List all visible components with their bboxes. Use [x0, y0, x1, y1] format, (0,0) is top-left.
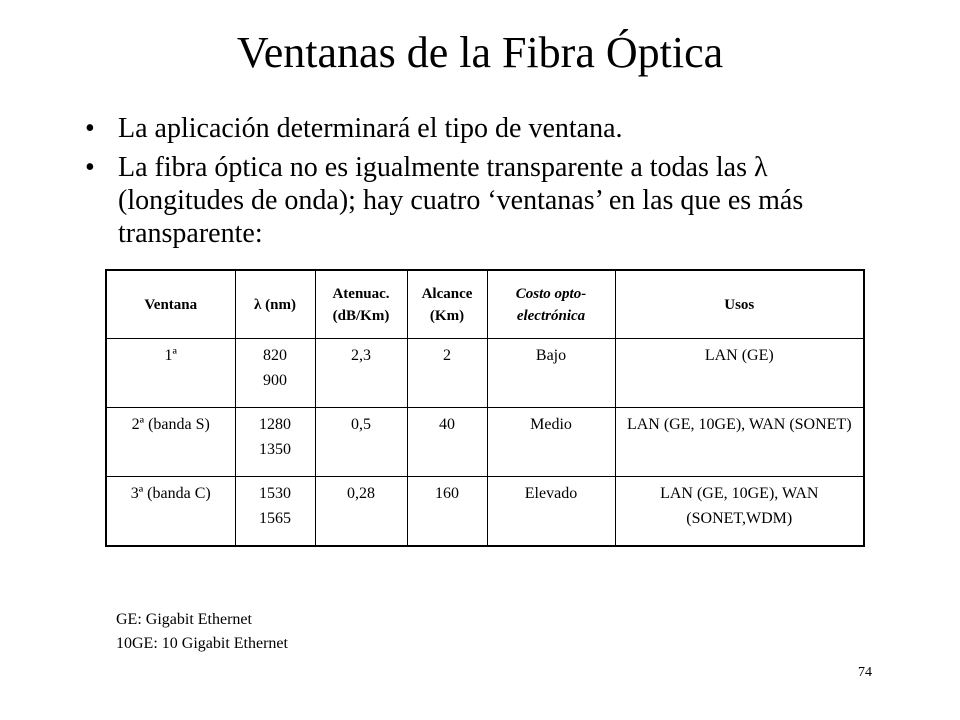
cell-alcance: 40 [407, 408, 487, 477]
lambda-start: 1530 [259, 485, 291, 502]
cell-alcance: 2 [407, 339, 487, 408]
cell-ventana: 2ª (banda S) [106, 408, 235, 477]
cell-lambda [235, 477, 315, 547]
lambda-start: 1280 [259, 416, 291, 433]
cell-lambda [235, 408, 315, 477]
header-lambda: λ (nm) [235, 270, 315, 339]
table-row [106, 408, 864, 477]
header-usos: Usos [615, 270, 864, 339]
footnote-ge: GE: Gigabit Ethernet [116, 611, 252, 628]
lambda-end: 1565 [259, 510, 291, 527]
cell-usos: LAN (GE) [615, 339, 864, 408]
cell-atenuac: 0,28 [315, 477, 407, 547]
cell-atenuac: 2,3 [315, 339, 407, 408]
bullet-marker: • [85, 113, 95, 144]
cell-ventana: 3ª (banda C) [106, 477, 235, 547]
header-alcance: Alcance (Km) [407, 270, 487, 339]
cell-alcance: 160 [407, 477, 487, 547]
page-number: 74 [858, 665, 872, 680]
bullet-marker: • [85, 152, 95, 183]
cell-costo: Medio [487, 408, 615, 477]
table-row [106, 477, 864, 547]
lambda-end: 900 [263, 372, 287, 389]
footnotes [116, 608, 288, 656]
cell-usos: LAN (GE, 10GE), WAN (SONET) [615, 408, 864, 477]
cell-costo: Bajo [487, 339, 615, 408]
table-header-row [106, 270, 864, 339]
fiber-windows-table [105, 269, 865, 547]
bullet-text: La fibra óptica no es igualmente transparente a todas las λ (longitudes de onda); hay cuatro ‘ventanas’ en las que es más transparente: [118, 152, 804, 249]
cell-usos: LAN (GE, 10GE), WAN (SONET,WDM) [615, 477, 864, 547]
lambda-start: 820 [263, 347, 287, 364]
cell-costo: Elevado [487, 477, 615, 547]
footnote-10ge: 10GE: 10 Gigabit Ethernet [116, 635, 288, 652]
header-ventana: Ventana [106, 270, 235, 339]
table-row [106, 339, 864, 408]
header-atenuac: Atenuac. (dB/Km) [315, 270, 407, 339]
header-costo: Costo opto-electrónica [487, 270, 615, 339]
bullet-item [85, 151, 855, 250]
bullet-text: La aplicación determinará el tipo de ventana. [118, 113, 623, 144]
bullet-item [85, 112, 855, 145]
cell-lambda [235, 339, 315, 408]
slide-title: Ventanas de la Fibra Óptica [236, 28, 724, 77]
bullet-list [85, 112, 855, 256]
cell-atenuac: 0,5 [315, 408, 407, 477]
cell-ventana: 1ª [106, 339, 235, 408]
lambda-end: 1350 [259, 441, 291, 458]
